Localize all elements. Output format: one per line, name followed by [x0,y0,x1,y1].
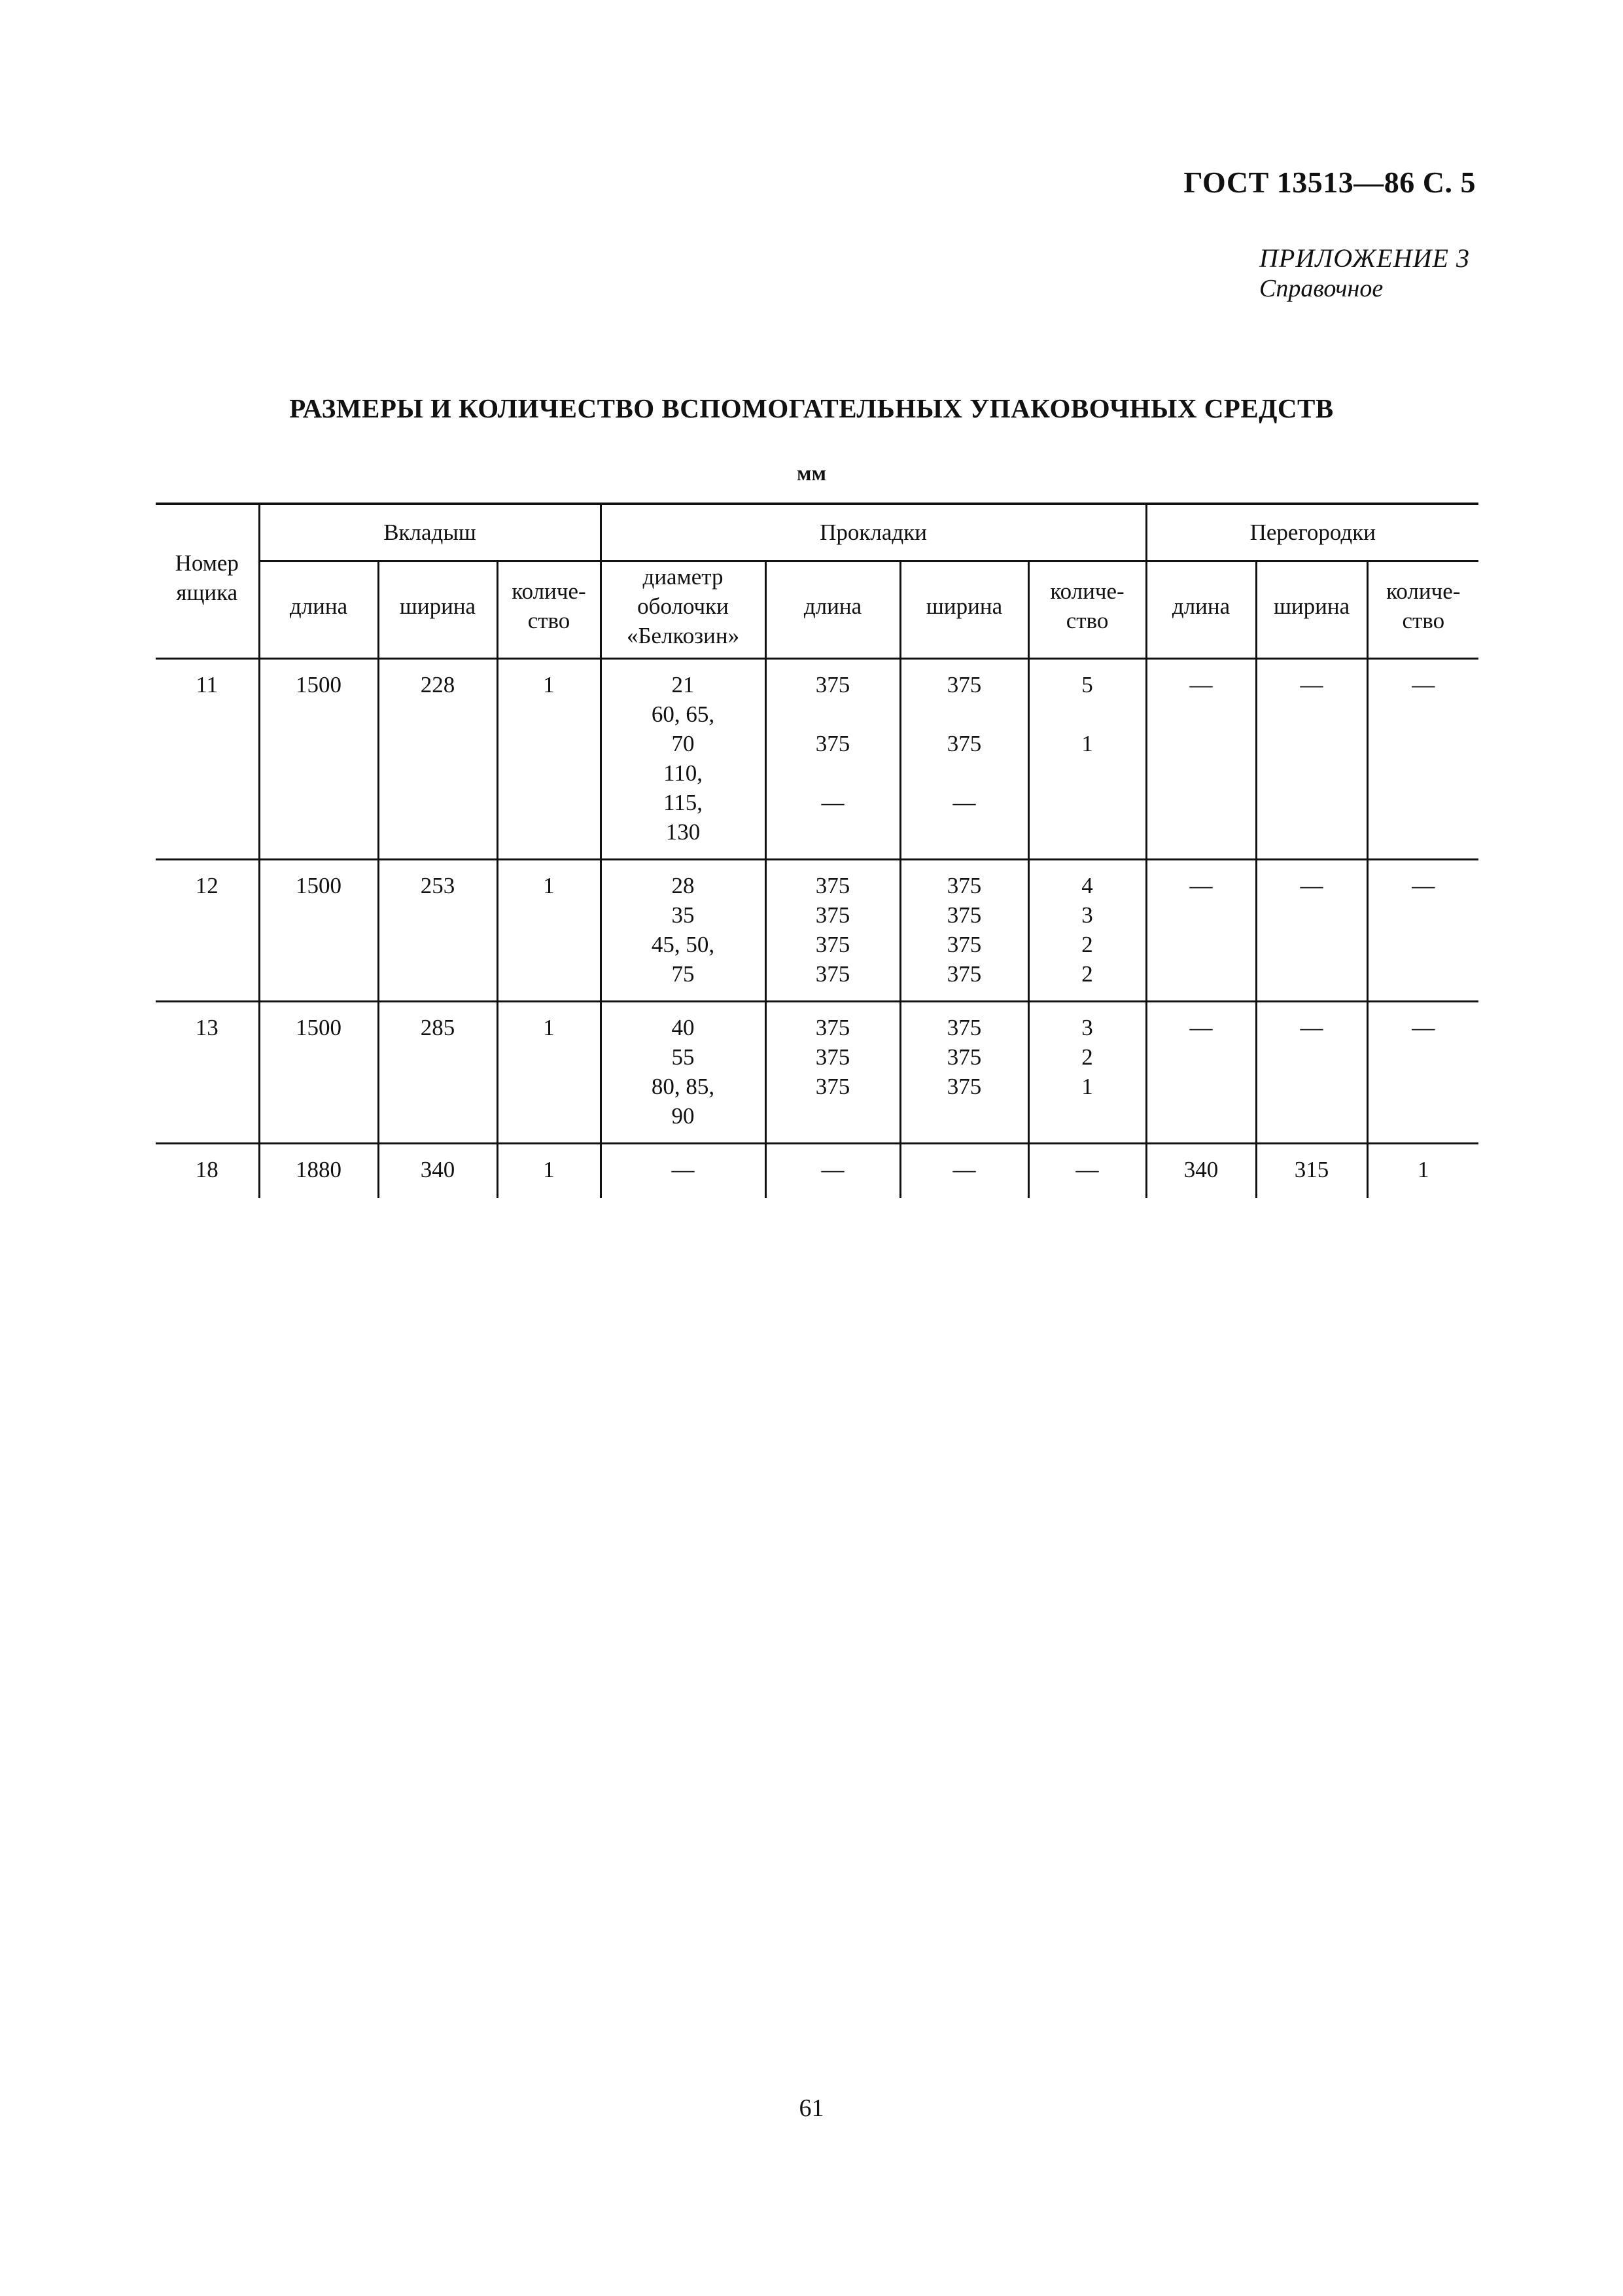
header-line: Номер [175,550,239,576]
pads-qty-cell [1028,1002,1146,1144]
cell-line: 375 [947,932,982,957]
insert-length-cell: 1500 [259,1002,378,1144]
col-header-insert-length [259,561,378,659]
pads-qty-cell [1028,860,1146,1002]
cell-line: диаметр [642,563,724,590]
cell-line: 375 [815,932,850,957]
cell-line: оболочки [637,593,729,619]
insert-length-cell: 1880 [259,1144,378,1199]
cell-line: 80, 85, [651,1074,715,1099]
cell-line: длина [1172,593,1230,619]
cell-line: 1 [1081,1074,1093,1099]
cell-line: 375 [815,1015,850,1040]
pads-length-cell [765,1144,900,1199]
cell-line: 21 [671,672,695,698]
unit-label: мм [797,462,826,486]
pads-width-cell [900,860,1028,1002]
cell-line [767,817,899,847]
appendix-label: ПРИЛОЖЕНИЕ 3 [1259,243,1470,273]
part-qty-cell: — [1367,659,1478,860]
cell-line: 375 [815,961,850,987]
insert-width-cell: 253 [378,860,497,1002]
cell-line: — [821,1157,845,1182]
col-header-pads-diameter [601,561,765,659]
cell-line [767,758,899,788]
cell-line: 28 [671,873,695,898]
pads-diameter-cell [601,1002,765,1144]
header-line: ящика [176,580,238,605]
col-header-part-qty [1367,561,1478,659]
cell-line: 4 [1081,873,1093,898]
cell-line: 375 [947,672,982,698]
cell-line: ство [1066,608,1109,633]
cell-line: 2 [1081,1044,1093,1070]
cell-line: 375 [947,1044,982,1070]
part-qty-cell: 1 [1367,1144,1478,1199]
cell-line: 35 [671,902,695,928]
cell-line: 45, 50, [651,932,715,957]
insert-width-cell: 228 [378,659,497,860]
part-width-cell: — [1256,860,1367,1002]
cell-line: 375 [815,902,850,928]
cell-line: — [952,1157,976,1182]
cell-line: 375 [947,961,982,987]
cell-line: 110, [663,760,703,786]
part-length-cell: — [1146,659,1256,860]
cell-line: ширина [399,593,476,619]
part-length-cell: — [1146,860,1256,1002]
insert-qty-cell: 1 [497,860,601,1002]
col-header-insert-qty [497,561,601,659]
pads-length-cell [765,659,900,860]
table-row [156,860,1478,1002]
cell-line: количе- [1050,578,1125,604]
cell-line: 375 [947,873,982,898]
cell-line: 375 [815,1074,850,1099]
insert-width-cell: 285 [378,1002,497,1144]
cell-line: 375 [947,902,982,928]
cell-line: 375 [815,731,850,756]
col-header-pads-width [900,561,1028,659]
cell-line: ство [1402,608,1445,633]
insert-length-cell: 1500 [259,860,378,1002]
page-number: 61 [799,2094,824,2122]
cell-line: количе- [512,578,586,604]
pads-group-header: Прокладки [601,504,1146,561]
cell-line [767,699,899,729]
col-header-pads-qty [1028,561,1146,659]
cell-line: 55 [671,1044,695,1070]
cell-line: — [1075,1157,1099,1182]
cell-line: 375 [947,731,982,756]
pads-diameter-cell [601,659,765,860]
col-header-insert-width [378,561,497,659]
part-width-cell: — [1256,1002,1367,1144]
cell-line: 40 [671,1015,695,1040]
packaging-table [156,503,1478,1198]
cell-line: 5 [1081,672,1093,698]
part-length-cell: 340 [1146,1144,1256,1199]
table-row [156,659,1478,860]
cell-line: ширина [1273,593,1350,619]
part-width-cell: — [1256,659,1367,860]
cell-line: ство [527,608,570,633]
box-number-cell: 18 [195,1157,218,1182]
cell-line: 130 [665,819,701,845]
box-number-cell: 12 [156,860,259,1002]
cell-line: 3 [1081,902,1093,928]
cell-line: количе- [1386,578,1461,604]
cell-line: «Белкозин» [626,622,740,648]
cell-line: 3 [1081,1015,1093,1040]
cell-line: ширина [926,593,1003,619]
cell-line: 375 [815,1044,850,1070]
cell-line [901,817,1028,847]
pads-qty-cell [1028,1144,1146,1199]
insert-qty-cell: 1 [497,1144,601,1199]
appendix-block [1259,243,1470,304]
cell-line: 90 [671,1103,695,1129]
cell-line: 115, [663,790,703,815]
pads-width-cell [900,1002,1028,1144]
pads-qty-cell [1028,659,1146,860]
cell-line: 2 [1081,932,1093,957]
pads-width-cell [900,659,1028,860]
col-header-part-length [1146,561,1256,659]
cell-line: 375 [815,873,850,898]
part-qty-cell: — [1367,1002,1478,1144]
insert-width-cell: 340 [378,1144,497,1199]
cell-line: 70 [671,731,695,756]
cell-line [901,758,1028,788]
partitions-group-header: Перегородки [1146,504,1478,561]
pads-diameter-cell [601,1144,765,1199]
col-header-part-width [1256,561,1367,659]
pads-width-cell [900,1144,1028,1199]
cell-line: 375 [947,1015,982,1040]
insert-length-cell: 1500 [259,659,378,860]
col-header-pads-length [765,561,900,659]
pads-diameter-cell [601,860,765,1002]
cell-line: — [821,790,845,815]
cell-line: 75 [671,961,695,987]
table-row [156,1144,1478,1199]
part-length-cell: — [1146,1002,1256,1144]
cell-line: длина [803,593,862,619]
appendix-kind: Справочное [1259,275,1384,302]
insert-qty-cell: 1 [497,1002,601,1144]
part-width-cell: 315 [1256,1144,1367,1199]
page-header: ГОСТ 13513—86 С. 5 [1183,166,1476,199]
cell-line: — [671,1157,695,1182]
box-number-cell: 11 [156,659,259,860]
pads-length-cell [765,1002,900,1144]
cell-line: 375 [947,1074,982,1099]
cell-line: 375 [815,672,850,698]
cell-line [901,699,1028,729]
insert-qty-cell: 1 [497,659,601,860]
cell-line: 1 [1081,731,1093,756]
cell-line: — [952,790,976,815]
part-qty-cell: — [1367,860,1478,1002]
cell-line [1030,699,1145,729]
cell-line: 2 [1081,961,1093,987]
box-number-cell: 13 [156,1002,259,1144]
insert-group-header: Вкладыш [259,504,601,561]
cell-line: 60, 65, [651,701,715,727]
document-title: РАЗМЕРЫ И КОЛИЧЕСТВО ВСПОМОГАТЕЛЬНЫХ УПАКОВОЧНЫХ СРЕДСТВ [289,393,1334,423]
pads-length-cell [765,860,900,1002]
table-row [156,1002,1478,1144]
box-number-header [156,504,259,659]
cell-line: длина [289,593,348,619]
